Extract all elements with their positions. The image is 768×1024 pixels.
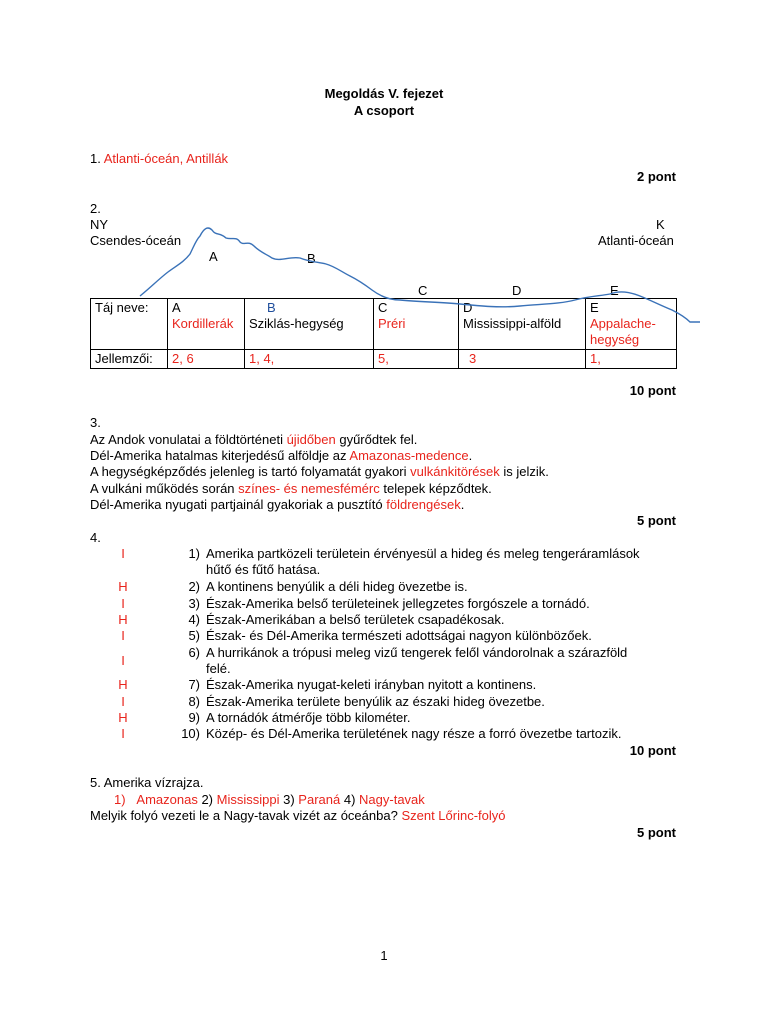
page-title: Megoldás V. fejezet	[324, 86, 444, 101]
q3-text: is jelzik.	[499, 464, 549, 479]
q4-mark: I	[121, 726, 125, 741]
cell-a-traits: 2, 6	[168, 350, 245, 369]
cell-d-letter: D	[463, 300, 473, 315]
q5-river-list	[114, 792, 425, 807]
q3-answer: színes- és nemesfémérc	[238, 481, 380, 496]
q4-mark: I	[121, 694, 125, 709]
q2-right-ocean: Atlanti-óceán	[598, 233, 674, 248]
q4-item-number: 9)	[188, 710, 200, 725]
q4-number: 4.	[90, 530, 101, 545]
cell-c-letter: C	[378, 300, 388, 315]
q4-item-number: 8)	[188, 694, 200, 709]
q4-item-text: Észak-Amerikában a belső területek csapadékosak.	[206, 612, 505, 627]
q4-points: 10 pont	[629, 743, 676, 758]
q4-item-text: Észak-Amerika nyugat-keleti irányban nyitott a kontinens.	[206, 677, 537, 692]
q3-line	[90, 481, 492, 496]
q4-item-number: 6)	[188, 645, 200, 660]
q4-item-number: 5)	[188, 628, 200, 643]
q5-title: 5. Amerika vízrajza.	[90, 775, 204, 790]
cell-a-name: Kordillerák	[172, 316, 234, 331]
q5-river: Mississippi	[216, 792, 280, 807]
q1-number: 1.	[90, 151, 101, 166]
q3-line	[90, 432, 417, 447]
q4-item-number: 10)	[181, 726, 200, 741]
profile-label-b: B	[307, 251, 316, 266]
terrain-profile-line	[0, 0, 768, 340]
q4-mark: H	[118, 612, 128, 627]
q3-text: Dél-Amerika hatalmas kiterjedésű alföldje az	[90, 448, 350, 463]
page-number: 1	[380, 948, 388, 963]
q3-points: 5 pont	[637, 513, 676, 528]
cell-c-traits: 5,	[374, 350, 459, 369]
cell-b-letter: B	[267, 300, 276, 315]
q3-text: telepek képződtek.	[379, 481, 492, 496]
q5-river: Paraná	[298, 792, 341, 807]
cell-a-letter: A	[172, 300, 181, 315]
q5-river: Nagy-tavak	[359, 792, 425, 807]
profile-label-e: E	[610, 283, 619, 298]
q4-item-number: 3)	[188, 596, 200, 611]
q2-points: 10 pont	[629, 383, 676, 398]
q3-line	[90, 448, 472, 463]
q3-answer: vulkánkitörések	[410, 464, 500, 479]
q3-answer: újidőben	[286, 432, 336, 447]
q4-mark: H	[118, 677, 128, 692]
q3-line	[90, 497, 464, 512]
list-item	[90, 645, 690, 677]
q2-number: 2.	[90, 201, 101, 216]
q5-answer: Szent Lőrinc-folyó	[401, 808, 506, 823]
q5-list-number: 4)	[343, 792, 356, 807]
q3-answer: földrengések	[386, 497, 461, 512]
page-subtitle: A csoport	[353, 103, 415, 118]
profile-label-a: A	[209, 249, 218, 264]
cell-d-name: Mississippi-alföld	[463, 316, 562, 331]
q2-nw-label: NY	[90, 217, 109, 232]
row-header-traits: Jellemzői:	[91, 350, 168, 369]
profile-label-d: D	[512, 283, 522, 298]
q3-text: gyűrődtek fel.	[335, 432, 418, 447]
q2-left-ocean: Csendes-óceán	[90, 233, 182, 248]
q3-number: 3.	[90, 415, 101, 430]
table-row-traits	[91, 350, 677, 369]
q4-mark: I	[121, 546, 125, 561]
q5-question-line	[90, 808, 506, 823]
q4-mark: I	[121, 628, 125, 643]
q3-line	[90, 464, 549, 479]
q3-text: Az Andok vonulatai a földtörténeti	[90, 432, 287, 447]
q4-item-text: Észak- és Dél-Amerika természeti adottságai nagyon különbözőek.	[206, 628, 592, 643]
q3-text: A hegységképződés jelenleg is tartó folyamatát gyakori	[90, 464, 411, 479]
q4-mark: H	[118, 710, 128, 725]
q4-mark: I	[121, 596, 125, 611]
q4-item-text: A tornádók átmérője több kilométer.	[206, 710, 411, 725]
q5-list-number: 1)	[114, 792, 126, 807]
cell-b-traits: 1, 4,	[245, 350, 374, 369]
q4-mark: I	[121, 653, 125, 668]
q4-mark: H	[118, 579, 128, 594]
q3-text: .	[460, 497, 465, 512]
cell-b-name: Sziklás-hegység	[249, 316, 344, 331]
q4-item-text: Közép- és Dél-Amerika területének nagy része a forró övezetbe tartozik.	[206, 726, 622, 741]
q4-item-text: A kontinens benyúlik a déli hideg övezetbe is.	[206, 579, 468, 594]
q4-item-number: 1)	[188, 546, 200, 561]
q4-item-number: 4)	[188, 612, 200, 627]
q4-item-number: 2)	[188, 579, 200, 594]
q4-item-text: A hurrikánok a trópusi meleg vizű tengerek felől vándorolnak a szárazföld felé.	[206, 645, 628, 676]
q1-answer: Atlanti-óceán, Antillák	[103, 151, 229, 166]
q3-text: .	[468, 448, 473, 463]
cell-d-traits: 3	[459, 350, 586, 369]
q5-list-number: 2)	[201, 792, 214, 807]
q4-item-number: 7)	[188, 677, 200, 692]
q5-list-number: 3)	[283, 792, 295, 807]
profile-label-c: C	[418, 283, 428, 298]
q5-river: Amazonas	[136, 792, 198, 807]
q3-text: Dél-Amerika nyugati partjainál gyakoriak a pusztító	[90, 497, 387, 512]
cell-e-name: Appalache-hegység	[590, 316, 656, 347]
cell-c-name: Préri	[378, 316, 406, 331]
q5-points: 5 pont	[637, 825, 676, 840]
q1-points: 2 pont	[637, 169, 676, 184]
q4-item-text: Észak-Amerika belső területeinek jellegzetes forgószele a tornádó.	[206, 596, 590, 611]
q3-answer: Amazonas-medence	[349, 448, 469, 463]
q3-text: A vulkáni működés során	[90, 481, 239, 496]
row-header-names: Táj neve:	[91, 299, 168, 350]
q4-item-text: Amerika partközeli területein érvényesül a hideg és meleg tengeráramlások hűtő és fűtő hatása.	[206, 546, 640, 577]
q4-item-text: Észak-Amerika területe benyúlik az északi hideg övezetbe.	[206, 694, 545, 709]
cell-e-traits: 1,	[586, 350, 677, 369]
cell-e-letter: E	[590, 300, 599, 315]
q2-east-label: K	[656, 217, 665, 232]
q5-question: Melyik folyó vezeti le a Nagy-tavak vizét az óceánba?	[90, 808, 398, 823]
